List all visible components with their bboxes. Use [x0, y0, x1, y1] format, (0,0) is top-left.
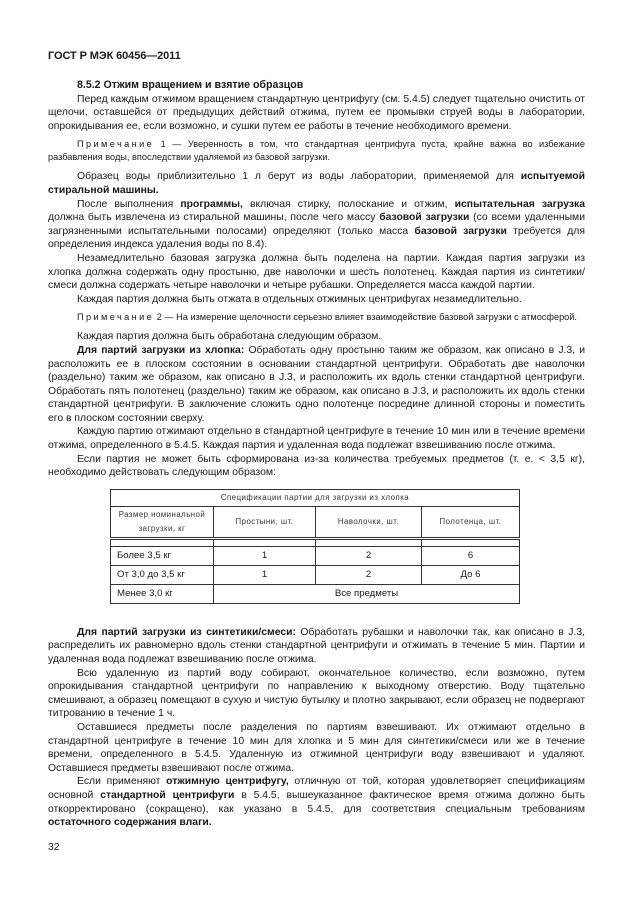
note-2: Примечание 2 — На измерение щелочности серьезно влияет взаимодействие базовой загрузки с атмосферой.	[77, 312, 577, 323]
cotton-batch-table	[110, 489, 520, 604]
paragraph: Оставшиеся предметы после разделения по партиям взвешивают. Их отжимают отдельно в стандартной центрифуге в течение 10 мин для хлопка и 5 мин для синтетики/смеси или же в течение времени, определенного в 5.4.5. Удаленную из отжимной центрифуги воду взвешивают и удаляют. Оставшиеся предметы взвешивают после отжима.	[48, 722, 585, 774]
page-number: 32	[48, 842, 60, 853]
paragraph: Перед каждым отжимом вращением стандартную центрифугу (см. 5.4.5) следует тщательно очистить от щелочи, оставшейся от предыдущих действий отжима, путем ее промывки струей воды в лаборатории, опрокидывания ее, если возможно, и сушки путем ее работы в течение необходимого времени.	[48, 93, 585, 132]
document-header: ГОСТ Р МЭК 60456—2011	[48, 50, 181, 62]
paragraph: Каждую партию отжимают отдельно в стандартной центрифуге в течение 10 мин или в течение времени отжима, определенного в 5.4.5. Каждая партия и удаленная вода подлежат взвешиванию после отжима.	[48, 426, 585, 452]
column-header: Наволочки, шт.	[316, 506, 422, 538]
table-caption: Спецификации партии для загрузки из хлопка	[111, 489, 520, 506]
column-header: Размер номинальной загрузки, кг	[111, 506, 214, 538]
column-header: Простыни, шт.	[214, 506, 316, 538]
paragraph: Образец воды приблизительно 1 л берут из воды лаборатории, применяемой для испытуемой стиральной машины.	[48, 171, 585, 196]
document-body	[48, 79, 585, 830]
paragraph: Для партий загрузки из синтетики/смеси: Обработать рубашки и наволочки так, как описано в J.3, распределить их равномерно вдоль стенки стандартной центрифуги и отжимать в течение 5 мин. Партии и удаленная вода подлежат взвешиванию после отжима.	[48, 626, 586, 666]
table-row: От 3,0 до 3,5 кг 1 2 До 6	[111, 565, 520, 584]
paragraph: Всю удаленную из партий воду собирают, окончательное количество, если возможно, путем опрокидывания стандартной центрифуги по направлению к выходному отверстию. Воду тщательно смешивают, а образец помещают в сухую и чистую бутылку и плотно закрывают, если образец не подвергают титрованию в течение 1 ч.	[48, 667, 585, 720]
table-row: Менее 3,0 кг Все предметы	[111, 584, 520, 603]
note-label: Примечание	[77, 312, 155, 323]
paragraph: Каждая партия должна быть отжата в отдельных отжимных центрифугах незамедлительно.	[77, 293, 522, 305]
column-header: Полотенца, шт.	[422, 506, 520, 538]
paragraph: Если партия не может быть сформирована из-за количества требуемых предметов (т. е. < 3,5 кг), необходимо действовать следующим образом:	[48, 453, 585, 479]
paragraph: Каждая партия должна быть обработана следующим образом.	[77, 331, 382, 343]
paragraph: После выполнения программы, включая стирку, полоскание и отжим, испытательная загрузка должна быть извлечена из стиральной машины, после чего массу базовой загрузки (со всеми удаленными загрязненными испытательными полосами) определяют (только масса базовой загрузки требуется для определения индекса удаления воды по 8.4).	[48, 198, 586, 251]
table-row: Более 3,5 кг 1 2 6	[111, 546, 520, 565]
paragraph: Для партий загрузки из хлопка: Обработать одну простыню таким же образом, как описано в J.3, и расположить ее в плоском состоянии в основании стандартной центрифуги. Обработать две наволочки (раздельно) таким же образом, как описано в J.3, и расположить их вдоль стенки стандартной центрифуги. Обработать пять полотенец (раздельно) таким же образом, как описано в J.3, и расположить их вдоль стенки стандартной центрифуги. В заключение сложить одно полотенце посредине длинной стороны и поместить его в плоском состоянии сверху.	[48, 344, 585, 424]
paragraph: Незамедлительно базовая загрузка должна быть поделена на партии. Каждая партия загрузки из хлопка должна содержать одну простыню, две наволочки и шесть полотенец. Каждая партия из синтетики/смеси должна содержать четыре наволочки и четыре рубашки. Определяется масса каждой партии.	[48, 252, 585, 292]
section-title: 8.5.2 Отжим вращением и взятие образцов	[77, 79, 304, 91]
paragraph: Если применяют отжимную центрифугу, отличную от той, которая удовлетворяет спецификациям основной стандартной центрифуги в 5.4.5, вышеуказанное фактическое время отжима должно быть откорректировано (сокращено), как указано в 5.4.5, для соответствия специальным требованиям остаточного содержания влаги.	[48, 776, 585, 829]
note-label: Примечание	[77, 139, 155, 150]
note-1: Примечание 1 — Уверенность в том, что стандартная центрифуга пуста, крайне важна во избежание разбавления воды, впоследствии удаляемой из базовой загрузки.	[48, 139, 585, 163]
